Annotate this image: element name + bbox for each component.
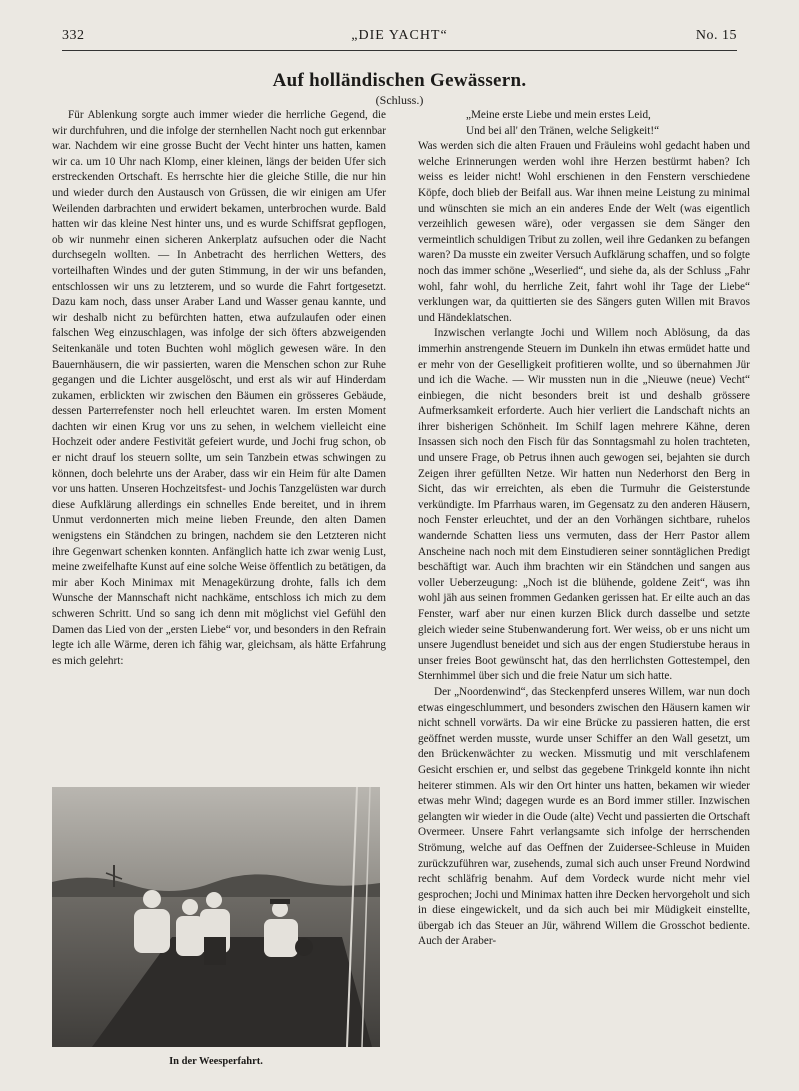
right-column bbox=[418, 108, 750, 1076]
issue-number: No. 15 bbox=[695, 28, 737, 43]
verse-line: Und bei all' den Tränen, welche Seligkeit!“ bbox=[466, 124, 660, 137]
running-header bbox=[62, 28, 737, 50]
paragraph: Für Ablenkung sorgte auch immer wieder die herrliche Gegend, die wir durchfuhren, und die infolge der sternhellen Nacht noch gut erkennbar war. Nachdem wir eine grosse Bucht der Vecht hinter uns hatten, kamen wir ca. um 10 Uhr nach Klomp, einer kleinen, längs der beiden Ufer sich erstreckenden Ortschaft. Es herrschte hier die gleiche Stille, die nur hin und wieder durch den Austausch von Grüssen, die wir einigen am Ufer Weilenden darbrachten und erwidert bekamen, unterbrochen wurde. Bald hatten wir das kleine Nest hinter uns, und es wurde Schiffsrat gepflogen, ob wir nunmehr einen sicheren Ankerplatz aufsuchen oder die Nacht durchsegeln wollten. — In Anbetracht des herrlichen Wetters, des vorteilhaften Windes und der guten Stimmung, in der wir uns befanden, entschlossen wir uns zu letzterem, und so wurde die Fahrt fortgesetzt. Dazu kam noch, dass unser Araber Land und Wasser genau kannte, und wir deshalb nicht zu befürchten hatten, etwa aufzulaufen oder einen falschen Weg einzuschlagen, was infolge der sich öfters abzweigenden Seitenkanäle und toten Buchten wohl möglich gewesen wäre. In den Bauernhäusern, die wir passierten, waren die Menschen schon zur Ruhe gegangen und die Lichter ausgelöscht, und erst als wir auf Hinderdam zukamen, erblickten wir zwischen den Bäumen ein grösseres Gebäude, dessen Parterrefenster noch hell erleuchtet waren. Im ersten Moment dachten wir einen Krug vor uns zu sehen, in welchem vielleicht eine Hochzeit oder andere Festivität gefeiert wurde, und Jochi frug schon, ob er nicht drauf los steuern sollte, um sein Tanzbein etwas schwingen zu können, doch belehrte uns der Araber, dass wir ein Heim für alte Damen vor uns hatten. Unseren Hochzeitsfest- und Jochis Tanzgelüsten war durch diese Aufklärung allerdings ein schnelles Ende bereitet, und in ihrem Unmut verdonnerten mich meine lieben Freunde, den alten Damen wenigstens ein Ständchen zu bringen, nachdem sie den Letzteren nicht ihre Gegenwart schenken konnten. Anfänglich hatte ich zwar wenig Lust, meine zweifelhafte Kunst auf eine solche Weise öffentlich zu betätigen, da mir aber Koch Minimax mit Menagekürzung drohte, falls ich dem Wunsche der Mannschaft nicht nachkäme, entschloss ich mich zu dem schweren Schritt. Und so sang ich denn mit möglichst viel Gefühl den Damen das Lied von der „ersten Liebe“ vor, und besonders in den Refrain legte ich alle Wärme, deren ich fähig war, gleichsam, als hätte Erfahrung es mich gelehrt: bbox=[52, 109, 386, 667]
boat-crew-photo bbox=[52, 787, 380, 1047]
journal-title: „DIE YACHT“ bbox=[351, 28, 448, 43]
page-number: 332 bbox=[62, 28, 85, 43]
article-subtitle: (Schluss.) bbox=[375, 93, 424, 107]
photo-caption: In der Weesperfahrt. bbox=[169, 1056, 263, 1067]
paragraph: Der „Noordenwind“, das Steckenpferd unseres Willem, war nun doch etwas eingeschlummert, und besonders zwischen den Häusern kamen wir nicht schnell vorwärts. Da wir eine Brücke zu passieren hatten, die erst geöffnet werden musste, wurde unser Schiffer an den Wall gesetzt, um den Brückenwächter zu wecken. Missmutig und mit verschlafenem Gesicht erschien er, und selbst das gegebene Trinkgeld konnte ihn nicht heiterer stimmen. Als wir den Ort hinter uns hatten, bekamen wir wieder etwas mehr Wind; dagegen wurde es an Bord immer stiller. Inzwischen gelangten wir wieder in die Oude (alte) Vecht und passierten die Ortschaft Overmeer. Unsere Fahrt verlangsamte sich infolge der herrschenden Strömung, welche auf das Oeffnen der Zuidersee-Schleuse in Muiden zurückzuführen war, zusehends, zumal sich auch unser Freund Nordwind recht schläfrig benahm. Auf dem Vordeck wurde nicht mehr viel gesprochen; Jochi und Minimax hatten ihre Decken hervorgeholt und sich in diese eingewickelt, und da sich auch bei mir Müdigkeit einstellte, übergab ich das Steuer an Jür, während Willem die Grosschot bediente. Auch der Araber- bbox=[418, 685, 750, 948]
left-column bbox=[52, 108, 386, 768]
paragraph: Was werden sich die alten Frauen und Fräuleins wohl gedacht haben und welche Erinnerungen werden wohl ihre Herzen bestürmt haben? Ich weiss es leider nicht! Wohl erschienen in den Fenstern verschiedene Köpfe, doch blieb der Beifall aus. War ihnen meine Leistung zu minimal und wünschten sie mich an ein anderes Ende der Welt (was eigentlich verzeihlich gewesen wäre), oder vergassen sie dem Sänger den vermeintlich schuldigen Tribut zu zollen, weil ihre Gedanken zu befangen waren? Da musste ein zweiter Versuch Aufklärung schaffen, und so folgte noch das immer schöne „Weserlied“, und siehe da, als der Schluss „Fahr wohl, fahr wohl, du herrliche Zeit, fahrt wohl ihr Tage der Liebe“ verklungen war, da quittierten sie des Sängers guten Willen mit Bravos und Händeklatschen. bbox=[418, 140, 750, 324]
article-title: Auf holländischen Gewässern. bbox=[272, 70, 527, 91]
paragraph: Inzwischen verlangte Jochi und Willem noch Ablösung, da das immerhin anstrengende Steuern im Dunkeln ihn etwas ermüdet hatte und er mehr von der Geselligkeit profitieren wollte, und so übernahmen Jür und ich die Wache. — Wir mussten nun in die „Nieuwe (neue) Vecht“ einbiegen, die nicht besonders breit ist und deshalb grössere Aufmerksamkeit erforderte. Auch hier verliert die Landschaft nichts an ihrer bisherigen Schönheit. Im Schilf lagen mehrere Kähne, deren Insassen sich noch den Fisch für das Sonntagsmahl zu holen trachteten, und unsere Frage, ob Petrus ihnen auch gewogen sei, bejahten sie durch Zeigen ihrer gefüllten Netze. Wir hatten nun Nederhorst den Berg in Sicht, das wir erreichten, als eben die Turmuhr die Geisterstunde verkündigte. Im Pfarrhaus waren, im Gegensatz zu den anderen Häusern, noch Fenster erleuchtet, und der an den Vorhängen sichtbare, ruhelos wandernde Schatten liess uns vermuten, dass der Herr Pastor allem Anscheine nach noch mit dem Einstudieren seiner sonntäglichen Predigt beschäftigt war. Auch ihm brachten wir ein Ständchen und sangen aus voller Ueberzeugung: „Noch ist die blühende, goldene Zeit“, was ihn wohl jäh aus seinen frommen Gedanken gerissen hat. Er eilte auch an das Fenster, warf aber nur einen kurzen Blick durch dasselbe und setzte gleich wieder seine Stubenwanderung fort. Wer weiss, ob er uns nicht um unsere Jugendlust beneidet und sich aus der engen Studierstube heraus in unser freies Boot gewünscht hat, das den herrlichsten Gottestempel, den Sternhimmel über sich und die freie Natur um sich hatte. bbox=[418, 327, 750, 683]
header-rule bbox=[62, 50, 737, 51]
photograph bbox=[52, 787, 380, 1047]
verse-line: „Meine erste Liebe und mein erstes Leid, bbox=[466, 109, 651, 121]
